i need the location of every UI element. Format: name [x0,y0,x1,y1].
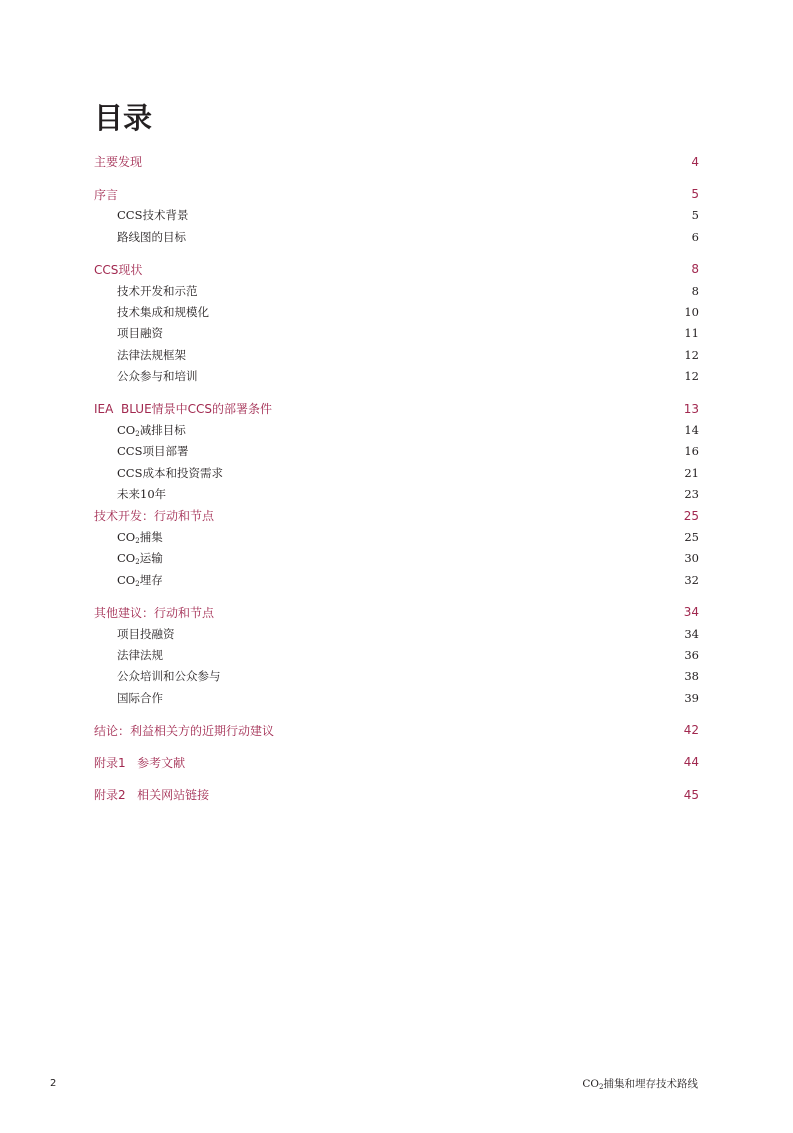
toc-item[interactable] [94,344,699,365]
toc-item-page: 6 [691,229,699,244]
toc-item-label [117,486,166,502]
toc-section [94,259,699,387]
footer-title-prefix: CO [582,1078,600,1090]
footer-title-rest: 捕集和埋存技术路线 [603,1078,698,1090]
toc-item-label-text: CCS成本和投资需求 [117,465,223,480]
toc-heading-page: 34 [683,605,699,620]
toc-heading[interactable] [94,784,699,805]
toc-section [94,151,699,172]
footer-document-title [582,1076,698,1091]
toc-item-page: 10 [684,305,699,320]
toc-heading-page: 44 [683,755,699,770]
toc-item-label [117,668,221,684]
toc-item-label-text: 法律法规 [117,647,163,662]
toc-heading[interactable] [94,752,699,773]
toc-item[interactable] [94,280,699,301]
toc-item-label-text: CCS技术背景 [117,208,189,223]
toc-item-label-text: 技术集成和规模化 [117,305,209,320]
toc-heading-page: 5 [691,187,699,202]
toc-item-page: 8 [691,283,699,298]
toc-item-page: 34 [684,626,699,641]
toc-item[interactable] [94,366,699,387]
toc-item[interactable] [94,226,699,247]
toc-heading-page: 25 [683,508,699,523]
toc-item-subscript: 2 [135,536,140,545]
toc-item-subscript: 2 [135,579,140,588]
toc-heading-page: 8 [691,262,699,277]
toc-section [94,784,699,805]
toc-item-label [117,422,186,438]
toc-heading[interactable] [94,601,699,622]
toc-item-label [117,229,186,245]
toc-heading-label: 附录1 参考文献 [94,755,186,770]
toc-item[interactable] [94,623,699,644]
toc-heading-label: CCS现状 [94,262,143,277]
toc-item-label-text: CO [117,422,136,437]
toc-heading[interactable] [94,151,699,172]
toc-heading[interactable] [94,398,699,419]
toc-heading-label: 技术开发：行动和节点 [94,509,215,524]
toc-item-label-text: CCS项目部署 [117,444,189,459]
toc-heading-label: 其他建议：行动和节点 [94,605,215,620]
toc-item-label-text: 路线图的目标 [117,229,186,244]
toc-item-page: 36 [684,647,699,662]
toc-item-label [117,690,163,706]
toc-item[interactable] [94,462,699,483]
toc-item-page: 5 [691,208,699,223]
toc-item-label [117,550,163,566]
toc-item[interactable] [94,644,699,665]
toc-item-label [117,207,188,223]
toc-heading-page: 13 [683,401,699,416]
toc-section [94,752,699,773]
toc-item-label [117,304,209,320]
toc-item[interactable] [94,687,699,708]
toc-item[interactable] [94,441,699,462]
toc-item-label-suffix: 埋存 [139,572,163,587]
toc-item-page: 32 [684,572,699,587]
toc-item-page: 38 [684,669,699,684]
page-title: 目录 [94,101,153,135]
toc-item-label [117,325,163,341]
toc-item-label [117,626,175,642]
toc-item[interactable] [94,301,699,322]
toc-item-label-text: 项目投融资 [117,626,175,641]
toc-section [94,505,699,591]
toc-item-label [117,647,163,663]
toc-heading-page: 45 [683,787,699,802]
toc-heading-label: 结论：利益相关方的近期行动建议 [94,723,275,738]
toc-heading-label: IEA BLUE情景中CCS的部署条件 [94,402,273,417]
toc-item-label-text: 技术开发和示范 [117,283,198,298]
toc-item-page: 30 [684,551,699,566]
toc-item-label-text: 法律法规框架 [117,347,186,362]
toc-item-subscript: 2 [135,429,140,438]
toc-item[interactable] [94,666,699,687]
toc-item-label-suffix: 捕集 [139,529,163,544]
toc-item-label-suffix: 减排目标 [139,422,186,437]
footer-page-number: 2 [50,1078,57,1089]
toc-item[interactable] [94,526,699,547]
toc-heading[interactable] [94,719,699,740]
toc-item-label-suffix: 运输 [139,551,163,566]
toc-item-label [117,347,186,363]
toc-heading-label: 主要发现 [94,155,143,170]
toc-item-page: 21 [684,465,699,480]
toc-item-page: 11 [684,326,699,341]
toc-item-label-text: 未来10年 [117,487,167,502]
toc-item-page: 23 [684,487,699,502]
toc-item-page: 16 [684,444,699,459]
table-of-contents [94,151,699,806]
toc-item-label [117,572,163,588]
toc-item-label [117,465,223,481]
toc-item-label-text: CO [117,529,136,544]
toc-section [94,719,699,740]
toc-item[interactable] [94,548,699,569]
toc-heading-page: 4 [691,154,699,169]
toc-heading-page: 42 [683,723,699,738]
toc-item-label-text: 国际合作 [117,690,163,705]
toc-item-subscript: 2 [135,558,140,567]
toc-item-label [117,368,198,384]
toc-item[interactable] [94,323,699,344]
toc-item[interactable] [94,419,699,440]
toc-item-page: 25 [684,529,699,544]
toc-item[interactable] [94,483,699,504]
toc-heading[interactable] [94,505,699,526]
toc-heading[interactable] [94,259,699,280]
toc-item-label-text: CO [117,551,136,566]
toc-section [94,601,699,708]
toc-item-label-text: CO [117,572,136,587]
toc-item-page: 12 [684,369,699,384]
toc-item-label-text: 公众培训和公众参与 [117,669,221,684]
toc-heading-label: 序言 [94,187,119,202]
toc-section [94,183,699,247]
toc-item-page: 12 [684,347,699,362]
toc-item-label-text: 项目融资 [117,326,163,341]
toc-heading-label: 附录2 相关网站链接 [94,788,210,803]
toc-item[interactable] [94,205,699,226]
toc-item-page: 14 [684,422,699,437]
toc-section [94,398,699,505]
toc-item-page: 39 [684,690,699,705]
toc-item-label [117,529,163,545]
toc-heading[interactable] [94,183,699,204]
toc-item-label [117,443,188,459]
toc-item-label-text: 公众参与和培训 [117,369,198,384]
toc-item-label [117,283,198,299]
toc-item[interactable] [94,569,699,590]
footer-title-subscript: 2 [599,1083,604,1091]
